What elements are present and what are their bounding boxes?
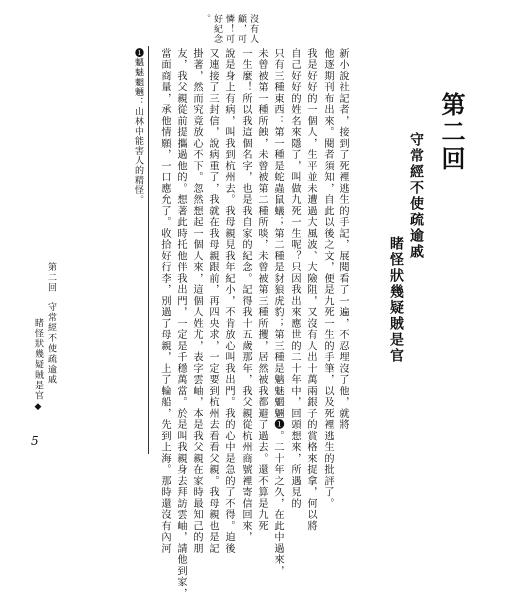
body-column-7: 一生麼！所以我這個名字，也是我自家的紀念。記得我十五歲那年，我父親從杭州商號裡寄信回來， [240, 48, 251, 543]
body-column-1: 新小說社記者，接到了死裡逃生的手記，展閱看了一遍，不忍埋沒了他，就將 [337, 48, 348, 431]
margin-note-line-5: 。 [200, 14, 210, 24]
body-column-4: 自己好好的姓名來隱了，叫做九死一生呢？只因我出來應世的二十年中，回頭想來，所遇見的 [289, 48, 300, 510]
footnote-text: 魑魅魍魎：山林中能害人的精怪。 [133, 57, 143, 205]
diamond-icon: ◆ [33, 402, 43, 414]
margin-note-line-1: 沒有人 [248, 14, 258, 44]
body-column-6: 未曾被第一種所蝕，未曾被第二種所啖，未曾被第三種所攫，居然被我都避了過去。還不算是九死 [256, 48, 267, 532]
body-column-9: 又連接了三封信，說病重了，我就在我母親跟前，再四央求，一定要到杭州去看看父親。我母親也是記 [207, 48, 218, 555]
body-column-2: 他逐期刊布出來。閱者須知，自此以後之文，便是九死一生的手筆，以及死裡逃生的批評了。 [322, 48, 333, 510]
body-column-12: 當面商量，承他情願，一口應允了。收拾好行李，別過了母親，上了輪船，先到上海。那時還沒有內河 [159, 48, 170, 555]
margin-note-line-2: 顧，可 [236, 14, 246, 44]
chapter-label: 第二回 [437, 92, 466, 173]
running-header-title-right: 守常經不使疏逾戚 [46, 302, 56, 386]
footnote-divider [148, 46, 149, 454]
chapter-title-right: 守常經不使疏逾戚 [408, 132, 424, 260]
body-column-3: 我是好好的一個人，生平並未遭過大風波、大險阻，又沒有人出十萬兩銀子的賞格來捉拿，何以將 [305, 48, 316, 532]
body-column-10: 掛著，然而究竟放心不下。忽然想起一個人來，這個人姓尤，表字雲岫，本是我父親在家時最知己的朋 [191, 48, 202, 555]
footnote [133, 48, 143, 205]
running-header-chapter: 第二回 [46, 262, 56, 294]
chapter-title-left: 睹怪狀幾疑賊是官 [388, 236, 404, 364]
body-column-11: 友，我父親從前提攜過他的。想著此時托他伴我出門，一定是千穩萬當。於是叫我親身去拜訪雲岫，請他到家， [175, 48, 186, 599]
footnote-marker: ❶ [133, 48, 143, 58]
margin-note-line-3: 憐！可 [224, 14, 234, 44]
body-column-5: 只有三種東西：第一種是蛇蟲鼠蟻；第二種是豺狼虎豹；第三種是魑魅魍魎❶。二十年之久，在此中過來， [272, 48, 283, 577]
margin-note-line-4: 好紀念 [212, 14, 222, 44]
body-column-8: 說是身上有病，叫我到杭州去。我母親見我年紀小，不肯放心叫我出門。我的心中是急的了不得。迫後 [223, 48, 234, 555]
page-number: 5 [31, 434, 39, 448]
running-header-title-left: 睹怪狀幾疑賊是官 [33, 318, 43, 402]
